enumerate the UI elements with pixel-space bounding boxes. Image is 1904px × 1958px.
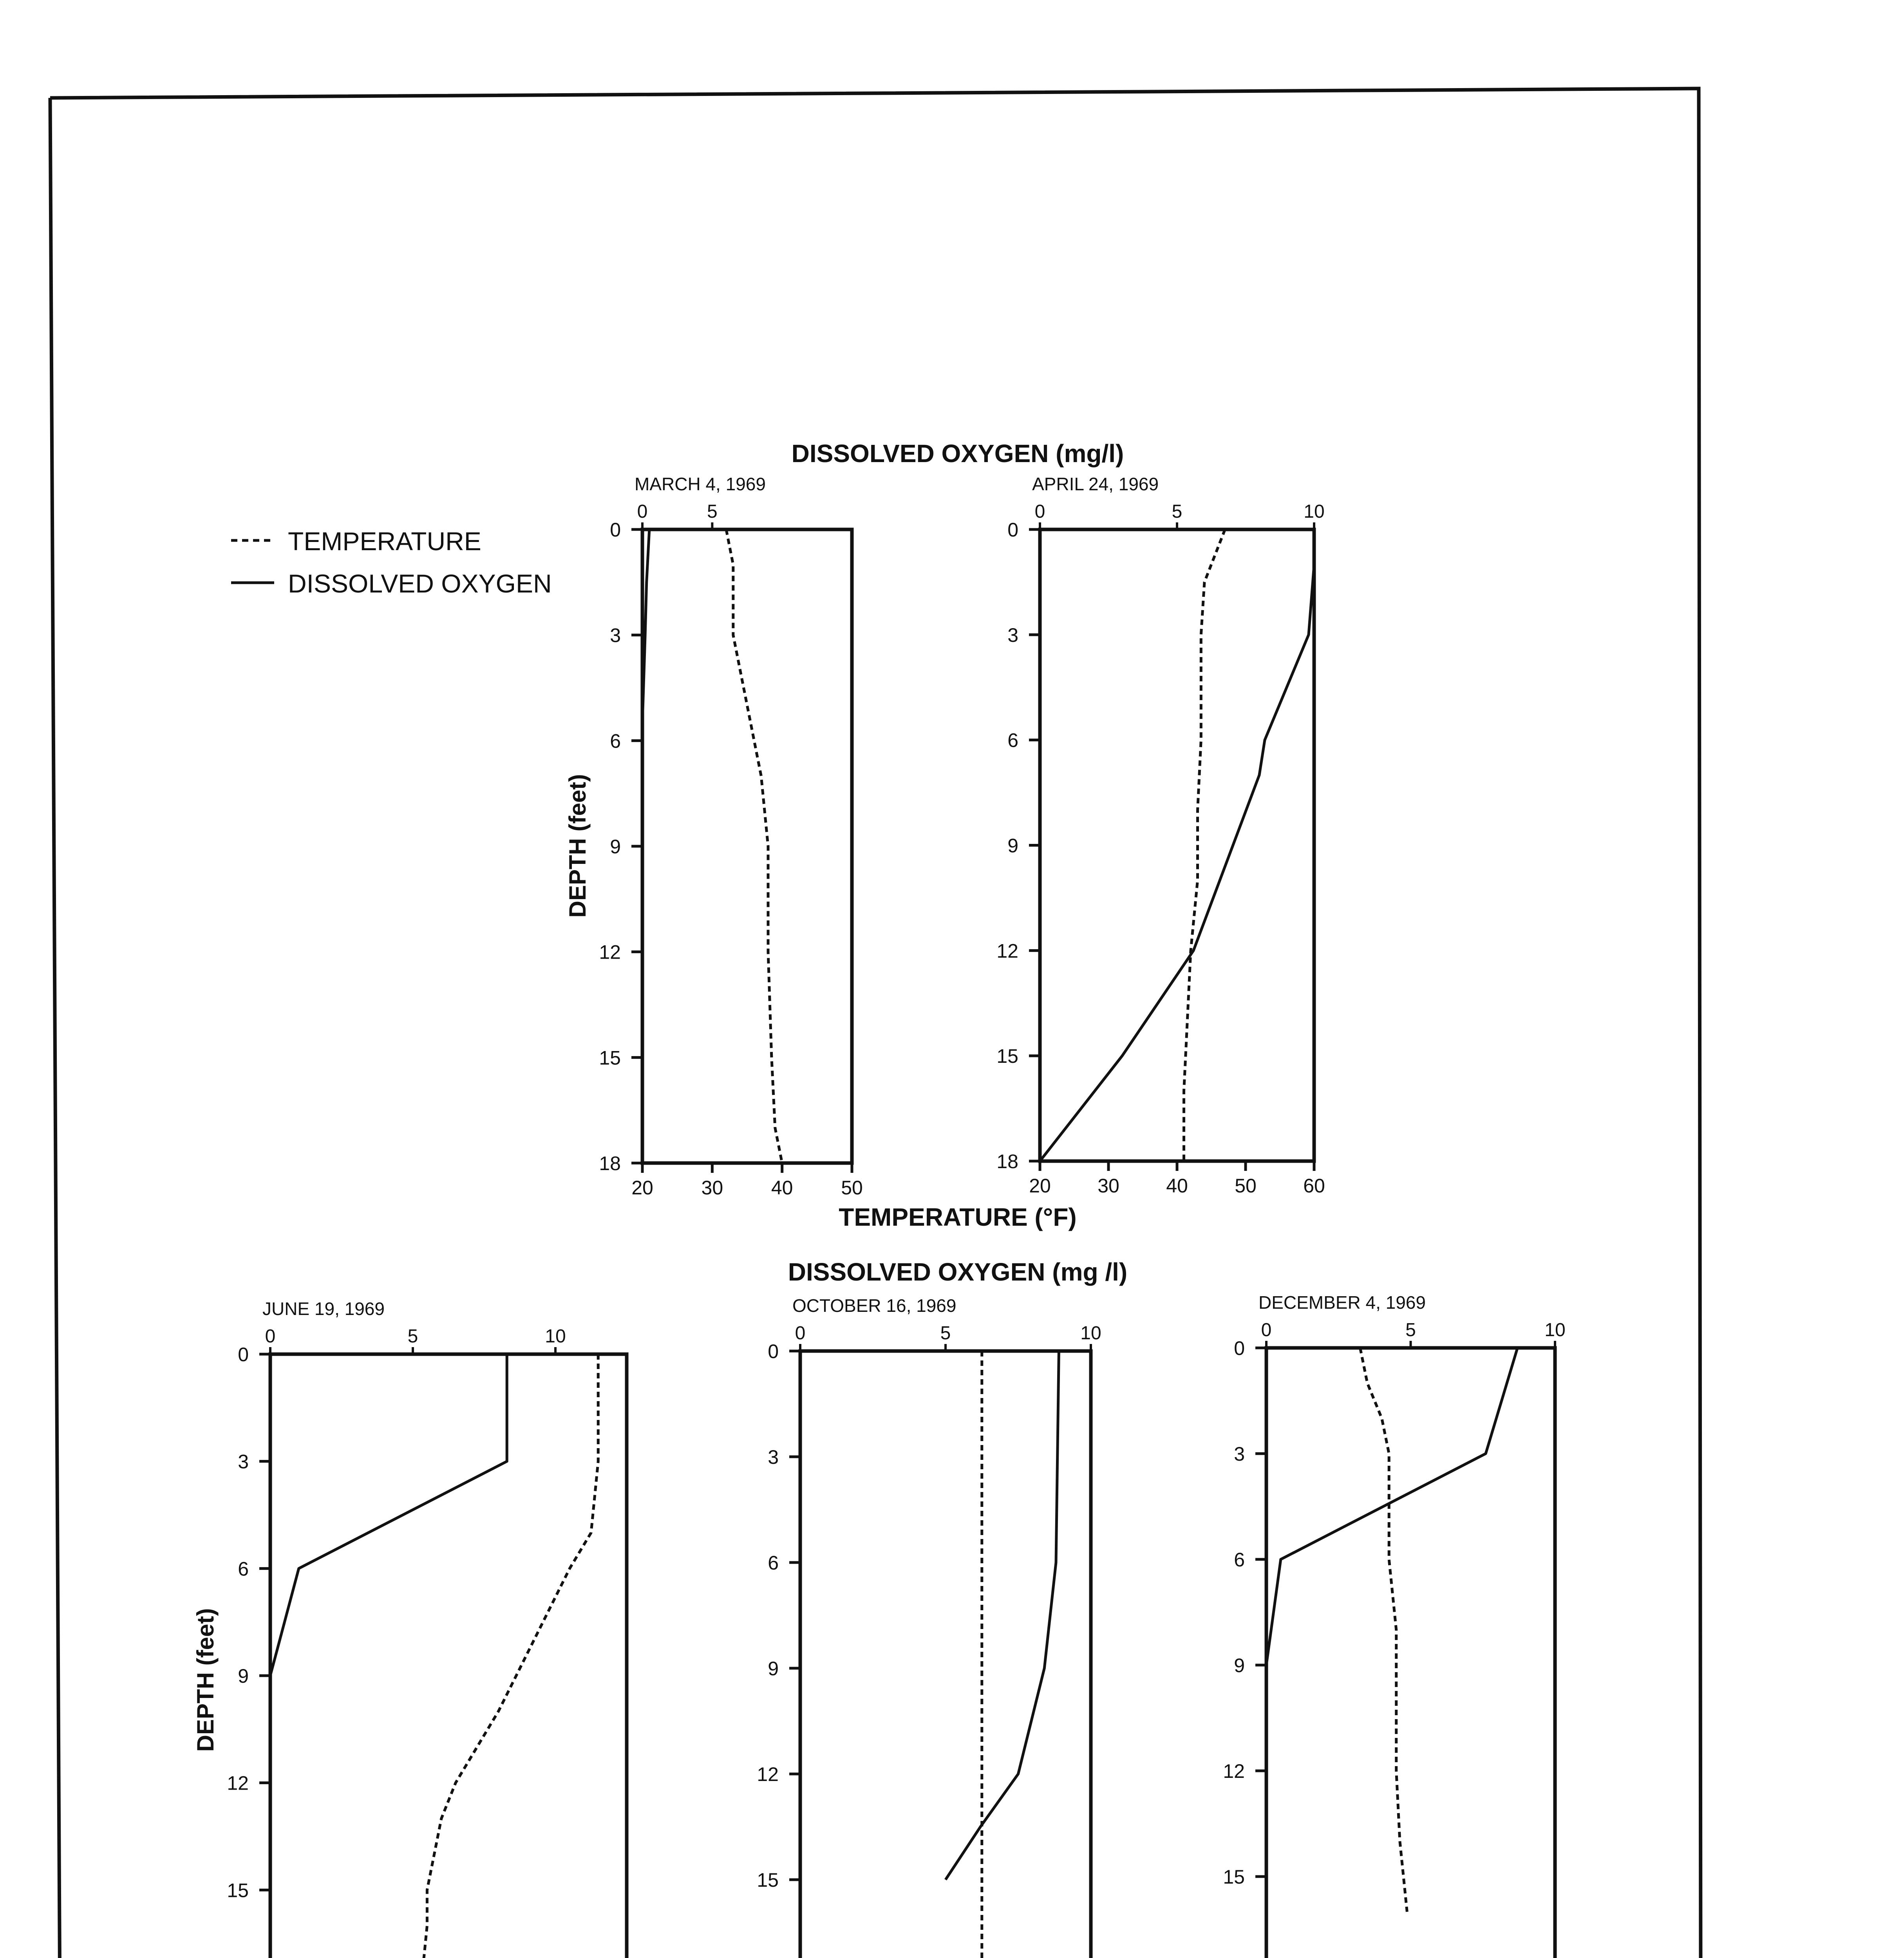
depth-tick-label: 6 [238,1558,249,1580]
depth-tick-label: 6 [1234,1549,1245,1571]
do-tick-label: 10 [1304,501,1325,522]
panel-date-title: MARCH 4, 1969 [635,474,766,494]
depth-tick-label: 15 [757,1869,779,1891]
legend-temperature-label: TEMPERATURE [288,527,481,556]
depth-tick-label: 18 [599,1152,621,1174]
temperature-tick-label: 30 [1098,1175,1119,1197]
depth-tick-label: 18 [996,1151,1018,1172]
top-do-axis-title: DISSOLVED OXYGEN (mg/l) [791,439,1124,468]
depth-tick-label: 3 [1234,1443,1245,1465]
depth-tick-label: 6 [1007,729,1018,751]
depth-tick-label: 0 [1007,519,1018,541]
top-temperature-axis-title: TEMPERATURE (°F) [839,1203,1077,1231]
depth-tick-label: 6 [768,1552,779,1574]
depth-tick-label: 3 [610,624,621,647]
do-tick-label: 10 [545,1326,566,1347]
temperature-tick-label: 60 [1303,1175,1325,1197]
temperature-tick-label: 30 [701,1177,723,1199]
do-tick-label: 0 [637,501,648,522]
depth-tick-label: 9 [610,836,621,858]
depth-tick-label: 9 [238,1665,249,1687]
panel-date-title: OCTOBER 16, 1969 [792,1295,957,1316]
temperature-tick-label: 20 [631,1177,653,1199]
depth-tick-label: 0 [610,519,621,541]
bottom-depth-axis-title: DEPTH (feet) [192,1608,219,1752]
do-tick-label: 0 [1034,501,1045,522]
depth-tick-label: 3 [238,1450,249,1473]
panel-date-title: JUNE 19, 1969 [262,1299,385,1319]
temperature-tick-label: 20 [1029,1175,1051,1197]
depth-tick-label: 3 [1007,624,1018,646]
temperature-tick-label: 50 [841,1177,863,1199]
depth-tick-label: 9 [1007,834,1018,857]
do-tick-label: 0 [265,1326,276,1347]
depth-tick-label: 0 [238,1344,249,1366]
depth-tick-label: 15 [599,1047,621,1069]
depth-tick-label: 0 [768,1340,779,1362]
do-tick-label: 5 [707,501,718,522]
temperature-tick-label: 40 [771,1177,793,1199]
depth-tick-label: 12 [599,941,621,963]
do-tick-label: 5 [1405,1320,1416,1340]
panel-date-title: DECEMBER 4, 1969 [1258,1292,1426,1313]
depth-tick-label: 12 [1223,1760,1245,1782]
panel-date-title: APRIL 24, 1969 [1032,474,1159,494]
bottom-do-axis-title: DISSOLVED OXYGEN (mg /l) [788,1258,1128,1286]
depth-tick-label: 15 [1223,1866,1245,1888]
temperature-tick-label: 40 [1166,1175,1188,1197]
depth-tick-label: 15 [996,1045,1018,1068]
do-tick-label: 5 [940,1323,951,1344]
depth-tick-label: 3 [768,1446,779,1468]
do-tick-label: 0 [795,1323,806,1344]
temperature-tick-label: 50 [1235,1175,1257,1197]
depth-tick-label: 12 [757,1763,779,1785]
top-depth-axis-title: DEPTH (feet) [564,774,591,918]
depth-tick-label: 12 [227,1772,249,1794]
depth-tick-label: 0 [1234,1337,1245,1359]
do-tick-label: 10 [1544,1320,1566,1340]
depth-tick-label: 6 [610,730,621,752]
depth-tick-label: 9 [768,1658,779,1680]
legend-dissolved-oxygen-label: DISSOLVED OXYGEN [288,569,552,598]
depth-tick-label: 15 [227,1879,249,1902]
do-tick-label: 5 [1172,501,1183,522]
depth-tick-label: 12 [996,940,1018,962]
do-tick-label: 5 [407,1326,418,1347]
do-tick-label: 10 [1080,1323,1101,1344]
depth-tick-label: 9 [1234,1655,1245,1676]
do-tick-label: 0 [1261,1320,1272,1340]
